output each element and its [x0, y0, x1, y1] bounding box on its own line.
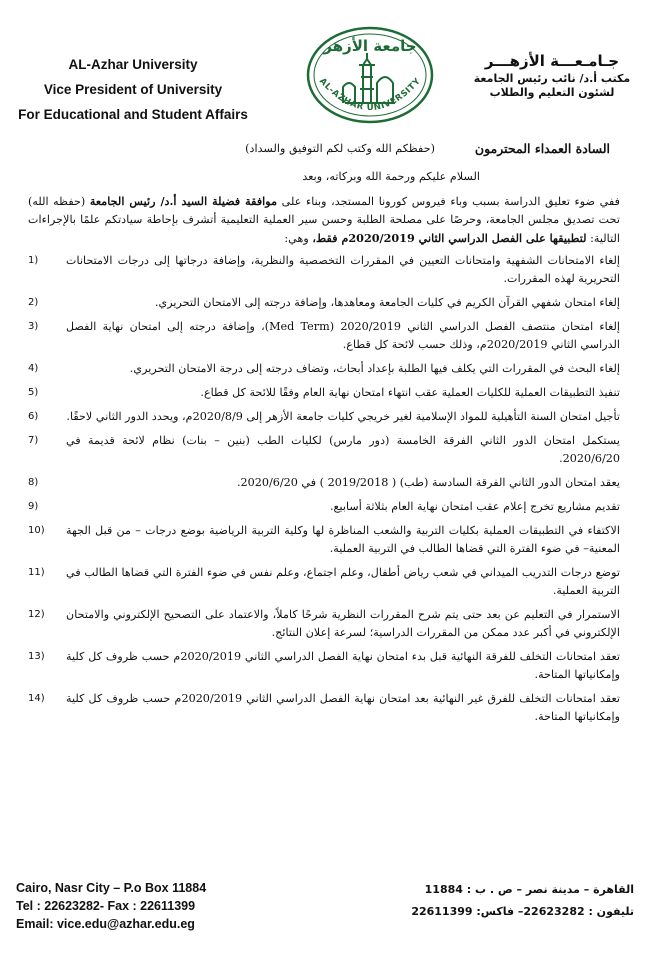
- list-item-number: 5): [28, 387, 39, 398]
- phone-fax-en: Tel : 22623282- Fax : 22611399: [16, 899, 196, 913]
- intro-text-1: ففي ضوء تعليق الدراسة بسبب وباء فيروس كورونا المستجد، وبناء على: [277, 195, 621, 208]
- list-item-text: إلغاء البحث في المقررات التي يكلف فيها الطلبة بإعداد أبحاث، وتضاف درجته إلى درجة الامتحان التحريري.: [129, 362, 620, 375]
- measures-list: [28, 252, 620, 726]
- header-arabic: [472, 50, 632, 100]
- list-item: [28, 432, 620, 468]
- list-item: [28, 294, 620, 312]
- list-item-text: تأجيل امتحان السنة التأهيلية للمواد الإسلامية لغير خريجي كليات جامعة الأزهر إلى 2020/8/9م، ويحدد الدور الثاني لاحقًا.: [66, 410, 620, 423]
- list-item-text: إلغاء امتحان شفهي القرآن الكريم في كليات الجامعة ومعاهدها، وإضافة درجته إلى الامتحان التحريري.: [154, 296, 620, 309]
- list-item-text: تقديم مشاريع تخرج إعلام عقب امتحان نهاية العام بثلاثة أسابيع.: [329, 500, 620, 513]
- list-item-number: 2): [28, 297, 39, 308]
- list-item-number: 11): [28, 567, 45, 578]
- university-name-en: AL-Azhar University: [68, 57, 198, 72]
- list-item-text: يعقد امتحان الدور الثاني الفرقة السادسة (طب) ( 2019/2018 ) في 2020/6/20.: [236, 476, 620, 489]
- intro-text-3: وهي:: [284, 232, 313, 245]
- list-item: [28, 564, 620, 600]
- list-item: [28, 690, 620, 726]
- list-item-text: الاكتفاء في التطبيقات العملية بكليات التربية والشعب المناظرة لها وكلية التربية الرياضية بوضع درجات – من قبل الجهة المعنية– في ضوء الفترة التي قضاها الطالب في التربية العملية.: [66, 524, 620, 555]
- office-title-ar: مكتب أ.د/ نائب رئيس الجامعة: [473, 72, 631, 85]
- address-en: Cairo, Nasr City – P.o Box 11884: [16, 881, 207, 895]
- list-item-number: 6): [28, 411, 39, 422]
- intro-approval: موافقة فضيلة السيد أ.د/ رئيس الجامعة: [89, 194, 278, 208]
- list-item: [28, 522, 620, 558]
- office-subtitle-en: For Educational and Student Affairs: [18, 107, 248, 122]
- intro-text-2: (حفظه الله) تحت تصديق مجلس الجامعة، وحرصًا على مصلحة الطلبة وحسن سير العملية التعليمية أتشرف بإحاطة سيادتكم علمًا بالإجراءات التالية:: [28, 195, 620, 245]
- list-item: [28, 408, 620, 426]
- svg-text:جامعة الأزهر: جامعة الأزهر: [323, 37, 417, 55]
- intro-paragraph: [28, 192, 620, 248]
- footer-english: [16, 879, 306, 933]
- university-logo: [305, 25, 435, 125]
- list-item-text: يستكمل امتحان الدور الثاني الفرقة الخامسة (دور مارس) لكليات الطب (بنين – بنات) نظام لائحة قديمة في 2020/6/20.: [66, 434, 620, 465]
- list-item-number: 12): [28, 609, 45, 620]
- list-item: [28, 318, 620, 354]
- phone-fax-ar: تليفون : 22623282– فاكس: 22611399: [411, 905, 634, 918]
- list-item-number: 9): [28, 501, 39, 512]
- office-subtitle-ar: لشئون التعليم والطلاب: [489, 86, 615, 99]
- list-item-number: 10): [28, 525, 45, 536]
- intro-semester: لتطبيقها على الفصل الدراسي الثاني 2020/2019م فقط،: [312, 231, 587, 245]
- list-item: [28, 606, 620, 642]
- salutation-blessing: (حفظكم الله وكتب لكم التوفيق والسداد): [245, 142, 435, 155]
- list-item-number: 8): [28, 477, 39, 488]
- address-ar: القاهرة – مدينة نصر – ص . ب : 11884: [424, 883, 634, 896]
- list-item-number: 7): [28, 435, 39, 446]
- list-item: [28, 360, 620, 378]
- list-item: [28, 648, 620, 684]
- list-item: [28, 474, 620, 492]
- email-en: Email: vice.edu@azhar.edu.eg: [16, 917, 195, 931]
- footer-arabic: [404, 879, 634, 923]
- list-item: [28, 384, 620, 402]
- letter-body: [28, 140, 620, 732]
- list-item-text: تعقد امتحانات التخلف للفرقة النهائية قبل بدء امتحان نهاية الفصل الدراسي الثاني 2020/2019م حسب ظروف كل كلية وإمكانياتها المتاحة.: [66, 650, 621, 681]
- list-item-text: توضع درجات التدريب الميداني في شعب رياض أطفال، وعلم اجتماع، وعلم نفس في ضوء الفترة التي قضاها الطالب في التربية العملية.: [66, 566, 620, 597]
- list-item-text: إلغاء امتحان منتصف الفصل الدراسي الثاني 2020/2019 (Med Term)، وإضافة درجته إلى امتحان نهاية الفصل الدراسي الثاني 2020/2019م، وذلك حسب لائحة كل قطاع.: [66, 320, 621, 351]
- list-item-text: الاستمرار في التعليم عن بعد حتى يتم شرح المقررات النظرية شرحًا كاملاً، والاعتماد على التصحيح الإلكتروني والامتحان الإلكتروني في أكبر عدد ممكن من المقررات الدراسية؛ لسرعة إعلان النتائج.: [66, 608, 620, 639]
- list-item-number: 4): [28, 363, 39, 374]
- list-item-number: 3): [28, 321, 39, 332]
- greeting: السلام عليكم ورحمة الله وبركاته، وبعد: [302, 170, 480, 183]
- office-title-en: Vice President of University: [43, 82, 223, 97]
- list-item-text: تنفيذ التطبيقات العملية للكليات العملية عقب انتهاء امتحان نهاية العام وفقًا للائحة كل قطاع.: [200, 386, 620, 399]
- svg-text:AL-AZHAR UNIVERSITY: AL-AZHAR UNIVERSITY: [317, 76, 423, 114]
- list-item: [28, 498, 620, 516]
- list-item: [28, 252, 620, 288]
- university-name-ar: جـامـعـــة الأزهـــر: [484, 52, 620, 70]
- salutation: [28, 140, 620, 162]
- list-item-number: 14): [28, 693, 45, 704]
- salutation-recipients: السادة العمداء المحترمون: [474, 141, 610, 156]
- list-item-text: إلغاء الامتحانات الشفهية وامتحانات التعيين في المقررات التخصصية والنظرية، وإضافة درجاتها إلى درجات الامتحانات التحريرية لهذه المقررات.: [66, 254, 620, 285]
- header-english: [18, 52, 248, 127]
- list-item-number: 1): [28, 255, 39, 266]
- list-item-text: تعقد امتحانات التخلف للفرق غير النهائية بعد امتحان نهاية الفصل الدراسي الثاني 2020/2019م حسب ظروف كل كلية وإمكانياتها المتاحة.: [66, 692, 621, 723]
- list-item-number: 13): [28, 651, 45, 662]
